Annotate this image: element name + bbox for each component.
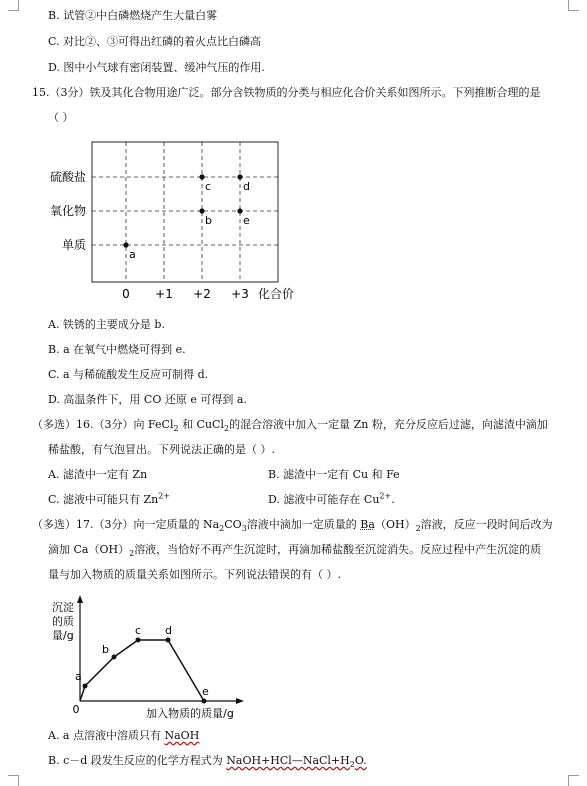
corner-mark-top-right	[568, 0, 579, 11]
q15-point-a	[123, 242, 128, 247]
q15-x-tick-label: +3	[231, 287, 249, 301]
q15-point-label: a	[129, 248, 136, 261]
q17-point-label: b	[102, 643, 109, 656]
corner-mark-top-left	[8, 0, 19, 11]
q17-option-a: A. a 点溶液中溶质只有 NaOH	[48, 729, 200, 742]
q17-point-label: e	[202, 685, 209, 698]
q15-option-c: C. a 与稀硫酸发生反应可制得 d.	[48, 368, 209, 381]
q15-y-category-label: 单质	[61, 238, 86, 252]
q15-point-b	[199, 208, 204, 213]
q17-x-axis-label: 加入物质的质量/g	[146, 707, 234, 720]
q17-point-b	[112, 655, 117, 660]
q15-option-b: B. a 在氧气中燃烧可得到 e.	[48, 343, 186, 356]
q16-option-c: C. 滤液中可能只有 $Zn^{2+}$	[48, 491, 171, 506]
q16-stem-line2: 稀盐酸，有气泡冒出。下列说法正确的是（ ）.	[48, 443, 275, 456]
q15-y-category-label: 硫酸盐	[49, 170, 86, 184]
q17-point-label: d	[165, 624, 172, 637]
q17-y-axis-label: 量/g	[52, 629, 74, 642]
q15-option-d: D. 高温条件下，用 CO 还原 e 可得到 a.	[48, 393, 247, 406]
q14-option-c: C. 对比②、③可得出红磷的着火点比白磷高	[48, 35, 262, 48]
q15-point-label: b	[205, 214, 212, 227]
q15-option-a: A. 铁锈的主要成分是 b.	[48, 318, 165, 331]
q17-stem-line2: 滴加 $Ca(OH)_2$溶液，当恰好不再产生沉淀时，再滴加稀盐酸至沉淀消失。反应过程中产生沉淀的质	[48, 543, 542, 559]
q15-stem: 15.（3分）铁及其化合物用途广泛。部分含铁物质的分类与相应化合价关系如图所示。下列推断合理的是	[32, 86, 541, 99]
q16-option-b: B. 滤渣中一定有 Cu 和 Fe	[268, 468, 400, 481]
q17-point-c	[136, 638, 141, 643]
q17-stem-line1: （多选）17.（3分）向一定质量的 $Na_2CO_3$溶液中滴加一定质量的 $Ba(OH)_2$溶液，反应一段时间后改为	[32, 518, 553, 534]
q17-point-label: c	[135, 624, 142, 637]
q15-x-tick-label: 0	[122, 287, 130, 301]
q15-point-label: e	[243, 214, 250, 227]
q14-option-b: B. 试管②中白磷燃烧产生大量白雾	[48, 9, 218, 22]
q17-y-axis-label: 沉淀	[52, 601, 74, 614]
q15-answer-blank: （ ）	[48, 111, 74, 124]
q15-x-tick-label: +1	[155, 287, 173, 301]
q17-origin-label: 0	[72, 703, 80, 716]
q14-option-d: D. 图中小气球有密闭装置、缓冲气压的作用.	[48, 61, 265, 74]
q16-stem-line1: （多选）16.（3分）向 FeCl$_2$ 和 CuCl$_2$的混合溶液中加入一定量 Zn 粉，充分反应后过滤，向滤渣中滴加	[32, 418, 548, 434]
corner-mark-bottom-left	[8, 775, 19, 786]
q17-point-d	[166, 638, 171, 643]
q15-valence-chart	[40, 140, 310, 305]
q15-y-category-label: 氧化物	[49, 204, 86, 218]
q17-stem-line3: 量与加入物质的质量关系如图所示。下列说法错误的有（ ）.	[48, 568, 341, 581]
q17-precipitate-chart	[40, 595, 260, 725]
q15-point-d	[237, 174, 242, 179]
q15-point-label: d	[243, 180, 250, 193]
q17-point-a	[83, 684, 88, 689]
q17-point-label: a	[75, 670, 82, 683]
q17-point-e	[202, 699, 207, 704]
q15-point-c	[199, 174, 204, 179]
q17-y-axis-label: 的质	[52, 615, 74, 628]
q15-point-e	[237, 208, 242, 213]
q15-x-tick-label: +2	[193, 287, 211, 301]
corner-mark-bottom-right	[568, 775, 579, 786]
q15-point-label: c	[205, 180, 212, 193]
q15-x-axis-label: 化合价	[258, 287, 295, 301]
q17-option-b: B. c－d 段发生反应的化学方程式为 $NaOH+HCl—NaCl+H_2O$.	[48, 754, 367, 770]
q16-option-d: D. 滤液中可能存在 $Cu^{2+}$.	[268, 491, 395, 506]
q16-option-a: A. 滤渣中一定有 Zn	[48, 468, 148, 481]
